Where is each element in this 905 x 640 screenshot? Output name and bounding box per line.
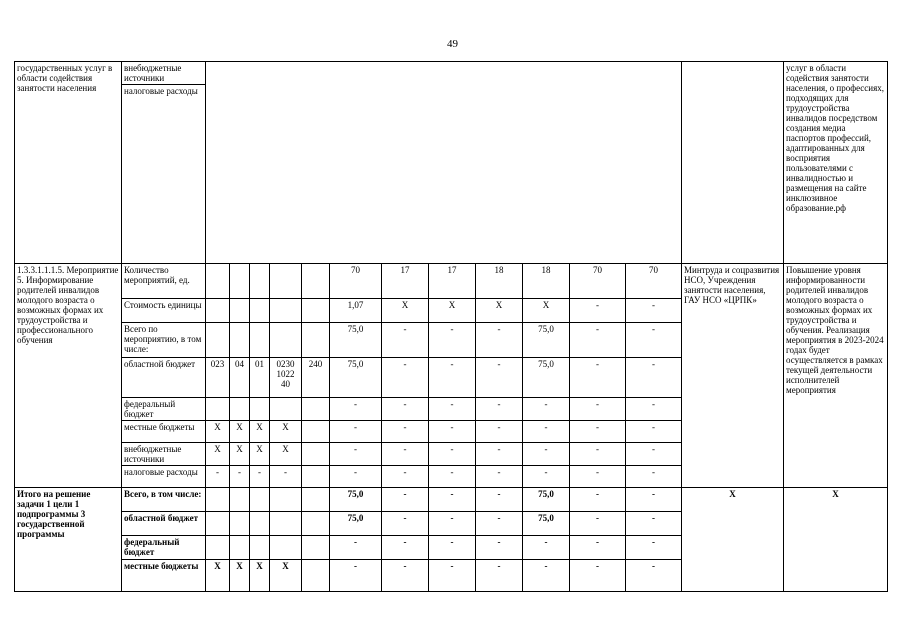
value-cell: - <box>382 512 429 536</box>
value-cell: - <box>523 421 570 443</box>
code-cell <box>206 323 230 358</box>
value-cell: - <box>382 443 429 466</box>
row-label: федеральный бюджет <box>122 398 206 421</box>
code-cell <box>250 264 270 299</box>
value-cell: 75,0 <box>523 488 570 512</box>
value-cell: Х <box>476 299 523 323</box>
value-cell: 75,0 <box>523 512 570 536</box>
code-cell <box>230 264 250 299</box>
value-cell: - <box>570 488 626 512</box>
value-cell: - <box>382 466 429 488</box>
value-cell: - <box>476 443 523 466</box>
value-cell: - <box>429 398 476 421</box>
m5-result-cell: Повышение уровня информированности родителей инвалидов молодого возраста о возможных формах их трудоустройства и обучения. Реализация мероприятия в 2023-2024 годах будет осуществляется в рамках текущей деятельности исполнителей мероприятия <box>784 264 888 488</box>
code-cell: Х <box>250 560 270 592</box>
code-cell <box>230 323 250 358</box>
code-cell <box>250 398 270 421</box>
code-cell: - <box>250 466 270 488</box>
total-name-cell: Итого на решение задачи 1 цели 1 подпрограммы 3 государственной программы <box>15 488 122 592</box>
value-cell: - <box>429 512 476 536</box>
code-cell <box>206 299 230 323</box>
code-cell <box>270 488 302 512</box>
value-cell: - <box>429 488 476 512</box>
code-cell <box>230 398 250 421</box>
row-label: федеральный бюджет <box>122 536 206 560</box>
value-cell: 70 <box>626 264 682 299</box>
code-cell <box>230 512 250 536</box>
value-cell: - <box>626 560 682 592</box>
value-cell: - <box>382 488 429 512</box>
value-cell: - <box>523 536 570 560</box>
top-result-cell: услуг в области содействия занятости населения, о профессиях, подходящих для трудоустройства инвалидов посредством создания медиа паспортов профессий, адаптированных для восприятия пользователями с инвалидностью и размещения на сайте инклюзивное образование.рф <box>784 62 888 264</box>
value-cell: - <box>626 299 682 323</box>
code-cell: Х <box>206 443 230 466</box>
code-cell: 240 <box>302 358 330 398</box>
code-cell <box>302 323 330 358</box>
value-cell: - <box>429 358 476 398</box>
value-cell: - <box>382 358 429 398</box>
code-cell <box>302 466 330 488</box>
value-cell: - <box>523 398 570 421</box>
value-cell: - <box>429 466 476 488</box>
value-cell: - <box>626 488 682 512</box>
value-cell: - <box>626 358 682 398</box>
total-executor-cell: Х <box>682 488 784 592</box>
value-cell: - <box>570 323 626 358</box>
value-cell: 17 <box>382 264 429 299</box>
page-number: 49 <box>447 38 458 50</box>
code-cell <box>206 488 230 512</box>
row-label: местные бюджеты <box>122 421 206 443</box>
code-cell: 023 <box>206 358 230 398</box>
top-executor-cell <box>682 62 784 264</box>
value-cell: - <box>626 421 682 443</box>
value-cell: - <box>523 466 570 488</box>
value-cell: 18 <box>523 264 570 299</box>
code-cell <box>302 512 330 536</box>
code-cell: Х <box>270 443 302 466</box>
code-cell <box>302 264 330 299</box>
value-cell: - <box>382 323 429 358</box>
value-cell: 75,0 <box>330 358 382 398</box>
code-cell <box>302 488 330 512</box>
value-cell: 75,0 <box>523 358 570 398</box>
budget-table <box>14 61 888 592</box>
value-cell: - <box>570 299 626 323</box>
value-cell: - <box>429 560 476 592</box>
code-cell: Х <box>270 421 302 443</box>
code-cell <box>250 323 270 358</box>
top-source-label: внебюджетные источники <box>122 62 206 85</box>
value-cell: - <box>476 560 523 592</box>
code-cell: Х <box>206 560 230 592</box>
value-cell: - <box>476 488 523 512</box>
code-cell: Х <box>270 560 302 592</box>
value-cell: - <box>429 323 476 358</box>
value-cell: - <box>429 421 476 443</box>
value-cell: - <box>570 560 626 592</box>
value-cell: - <box>476 398 523 421</box>
code-cell <box>270 512 302 536</box>
m5-executor-cell: Минтруда и соцразвития НСО, Учреждения занятости населения, ГАУ НСО «ЦРПК» <box>682 264 784 488</box>
value-cell: - <box>429 443 476 466</box>
value-cell: - <box>626 536 682 560</box>
value-cell: - <box>570 443 626 466</box>
code-cell <box>250 512 270 536</box>
value-cell: - <box>626 323 682 358</box>
code-cell: - <box>230 466 250 488</box>
code-cell <box>230 488 250 512</box>
value-cell: 1,07 <box>330 299 382 323</box>
value-cell: - <box>570 358 626 398</box>
value-cell: - <box>330 421 382 443</box>
value-cell: 18 <box>476 264 523 299</box>
code-cell: - <box>270 466 302 488</box>
value-cell: - <box>523 560 570 592</box>
top-row <box>15 62 888 85</box>
code-cell: Х <box>250 443 270 466</box>
code-cell: 01 <box>250 358 270 398</box>
value-cell: - <box>330 443 382 466</box>
row-label: Всего по мероприятию, в том числе: <box>122 323 206 358</box>
code-cell <box>230 299 250 323</box>
value-cell: - <box>626 398 682 421</box>
row-label: налоговые расходы <box>122 466 206 488</box>
code-cell <box>206 536 230 560</box>
value-cell: - <box>476 512 523 536</box>
value-cell: - <box>382 560 429 592</box>
row-label: Количество мероприятий, ед. <box>122 264 206 299</box>
code-cell: Х <box>206 421 230 443</box>
value-cell: - <box>476 421 523 443</box>
code-cell: Х <box>250 421 270 443</box>
value-cell: 17 <box>429 264 476 299</box>
code-cell <box>206 264 230 299</box>
m5-row <box>15 264 888 299</box>
value-cell: - <box>570 466 626 488</box>
row-label: областной бюджет <box>122 358 206 398</box>
value-cell: - <box>570 536 626 560</box>
code-cell <box>230 536 250 560</box>
value-cell: - <box>626 512 682 536</box>
value-cell: - <box>476 466 523 488</box>
value-cell: 75,0 <box>523 323 570 358</box>
row-label: местные бюджеты <box>122 560 206 592</box>
code-cell <box>270 398 302 421</box>
value-cell: - <box>382 398 429 421</box>
value-cell: - <box>476 358 523 398</box>
top-source-label: налоговые расходы <box>122 85 206 264</box>
value-cell: 70 <box>570 264 626 299</box>
code-cell <box>270 264 302 299</box>
value-cell: 75,0 <box>330 488 382 512</box>
value-cell: Х <box>429 299 476 323</box>
row-label: областной бюджет <box>122 512 206 536</box>
code-cell <box>270 536 302 560</box>
code-cell: Х <box>230 560 250 592</box>
code-cell <box>250 299 270 323</box>
m5-name-cell: 1.3.3.1.1.1.5. Мероприятие 5. Информирование родителей инвалидов молодого возраста о возможных формах их трудоустройства и профессионального обучения <box>15 264 122 488</box>
code-cell: Х <box>230 443 250 466</box>
code-cell <box>302 398 330 421</box>
code-cell <box>270 323 302 358</box>
value-cell: 75,0 <box>330 512 382 536</box>
value-cell: - <box>476 536 523 560</box>
row-label: Стоимость единицы <box>122 299 206 323</box>
value-cell: - <box>382 536 429 560</box>
code-cell <box>302 536 330 560</box>
code-cell <box>302 421 330 443</box>
value-cell: 75,0 <box>330 323 382 358</box>
value-cell: - <box>626 466 682 488</box>
code-cell <box>206 398 230 421</box>
value-cell: - <box>382 421 429 443</box>
top-service-cell: государственных услуг в области содействия занятости населения <box>15 62 122 264</box>
code-cell: 04 <box>230 358 250 398</box>
value-cell: - <box>330 466 382 488</box>
total-row <box>15 488 888 512</box>
code-cell <box>302 299 330 323</box>
code-cell: Х <box>230 421 250 443</box>
value-cell: - <box>570 421 626 443</box>
row-label: Всего, в том числе: <box>122 488 206 512</box>
value-cell: 70 <box>330 264 382 299</box>
value-cell: - <box>626 443 682 466</box>
value-cell: Х <box>382 299 429 323</box>
total-result-cell: Х <box>784 488 888 592</box>
value-cell: - <box>330 560 382 592</box>
code-cell <box>302 443 330 466</box>
code-cell <box>250 536 270 560</box>
code-cell <box>250 488 270 512</box>
value-cell: - <box>476 323 523 358</box>
value-cell: - <box>429 536 476 560</box>
value-cell: - <box>570 512 626 536</box>
value-cell: - <box>330 398 382 421</box>
code-cell <box>206 512 230 536</box>
value-cell: - <box>570 398 626 421</box>
code-cell <box>270 299 302 323</box>
code-cell: 0230 1022 40 <box>270 358 302 398</box>
value-cell: - <box>330 536 382 560</box>
row-label: внебюджетные источники <box>122 443 206 466</box>
top-blank-cell <box>206 62 682 264</box>
value-cell: - <box>523 443 570 466</box>
value-cell: Х <box>523 299 570 323</box>
code-cell <box>302 560 330 592</box>
code-cell: - <box>206 466 230 488</box>
